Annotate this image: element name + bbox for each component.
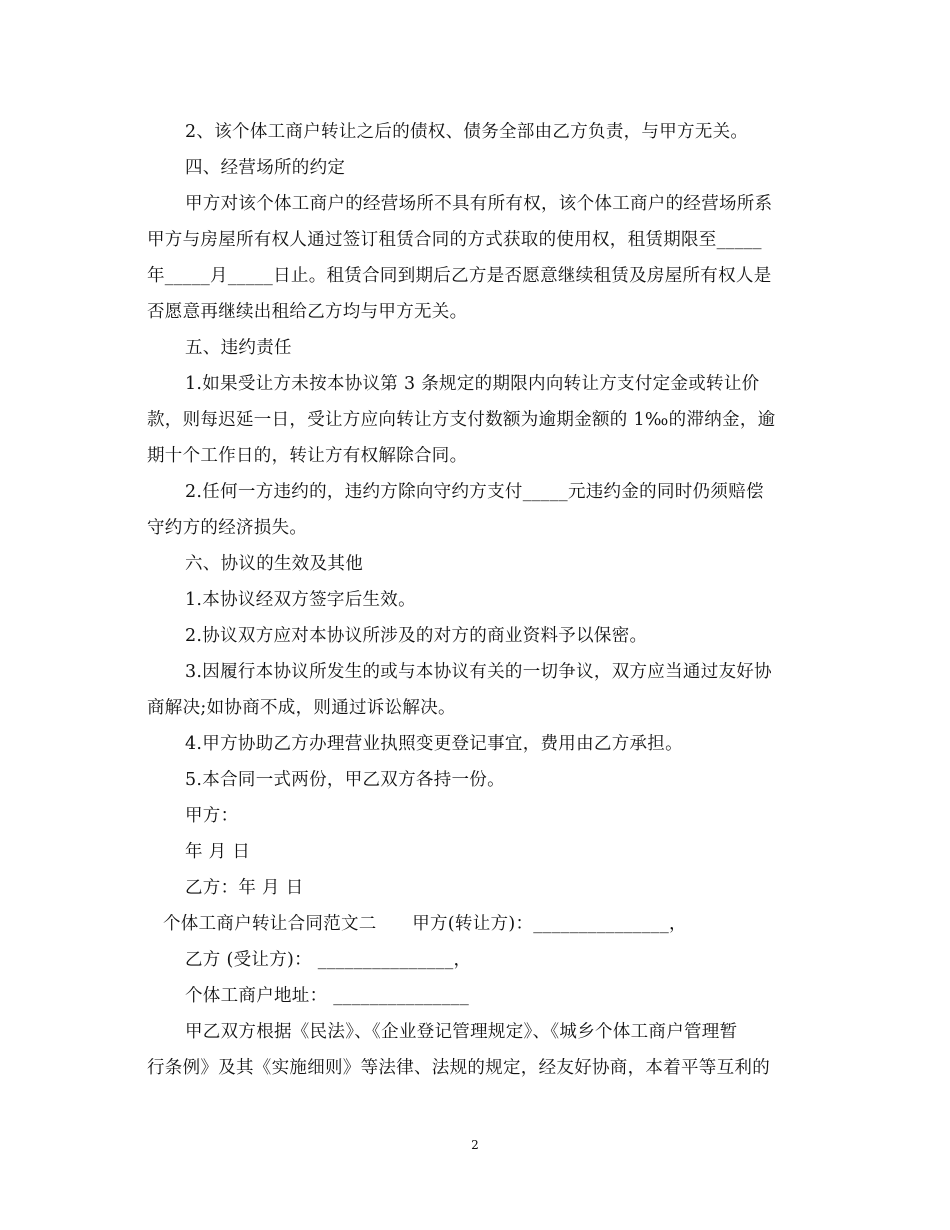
preamble-line: 甲乙双方根据《民法》、《企业登记管理规定》、《城乡个体工商户管理暂 xyxy=(185,1022,738,1042)
clause-6-item-1: 1.本协议经双方签字后生效。 xyxy=(185,590,416,610)
paragraph-line: 甲方对该个体工商户的经营场所不具有所有权，该个体工商户的经营场所系 xyxy=(185,194,773,214)
clause-4-item-2: 2、该个体工商户转让之后的债权、债务全部由乙方负责，与甲方无关。 xyxy=(185,122,749,142)
preamble-line: 行条例》及其《实施细则》等法律、法规的规定，经友好协商，本着平等互利的 xyxy=(147,1058,770,1078)
paragraph-line: 期十个工作日的，转让方有权解除合同。 xyxy=(147,446,468,466)
paragraph-line: 甲方与房屋所有权人通过签订租赁合同的方式获取的使用权，租赁期限至_____ xyxy=(147,230,762,250)
party-a-date: 年 月 日 xyxy=(185,842,251,862)
section-heading-4: 四、经营场所的约定 xyxy=(185,158,346,178)
paragraph-line: 否愿意再继续出租给乙方均与甲方无关。 xyxy=(147,302,468,322)
clause-6-item-4: 4.甲方协助乙方办理营业执照变更登记事宜，费用由乙方承担。 xyxy=(185,734,683,754)
page-number: 2 xyxy=(471,1138,479,1152)
section-heading-6: 六、协议的生效及其他 xyxy=(185,554,363,574)
template-two-heading: 个体工商户转让合同范文二 甲方(转让方)：_______________， xyxy=(163,914,687,934)
section-heading-5: 五、违约责任 xyxy=(185,338,292,358)
clause-6-item-2: 2.协议双方应对本协议所涉及的对方的商业资料予以保密。 xyxy=(185,626,648,646)
clause-6-item-3: 3.因履行本协议所发生的或与本协议有关的一切争议，双方应当通过友好协 xyxy=(185,662,772,682)
paragraph-line: 守约方的经济损失。 xyxy=(147,518,308,538)
paragraph-line: 年_____月_____日止。租赁合同到期后乙方是否愿意继续租赁及房屋所有权人是 xyxy=(147,266,772,286)
party-b-field: 乙方 (受让方)： _______________， xyxy=(185,950,472,970)
business-address-field: 个体工商户地址： _______________ xyxy=(185,986,470,1006)
clause-6-item-5: 5.本合同一式两份，甲乙双方各持一份。 xyxy=(185,770,505,790)
party-b-signature-date: 乙方：年 月 日 xyxy=(185,878,304,898)
clause-5-item-1: 1.如果受让方未按本协议第 3 条规定的期限内向转让方支付定金或转让价 xyxy=(185,374,760,394)
paragraph-line: 商解决;如协商不成，则通过诉讼解决。 xyxy=(147,698,456,718)
paragraph-line: 款，则每迟延一日，受让方应向转让方支付数额为逾期金额的 1‰的滞纳金，逾 xyxy=(147,410,776,430)
clause-5-item-2: 2.任何一方违约的，违约方除向守约方支付_____元违约金的同时仍须赔偿 xyxy=(185,482,764,502)
party-a-signature: 甲方： xyxy=(185,806,239,826)
